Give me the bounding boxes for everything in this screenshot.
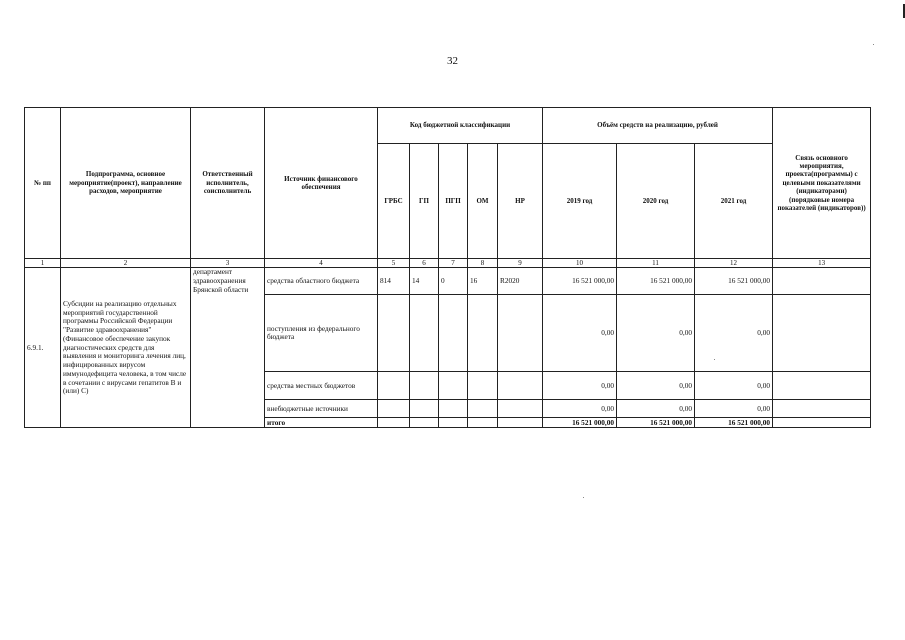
column-number: 11: [617, 259, 695, 268]
source-cell: средства местных бюджетов: [265, 372, 378, 400]
grbs-cell: [378, 400, 410, 418]
item-number: 6.9.1.: [25, 268, 61, 428]
link-cell: [773, 295, 871, 372]
link-cell: [773, 418, 871, 428]
scan-speck: [873, 44, 874, 45]
pgp-cell: [439, 372, 468, 400]
amount-2021-cell: 0,00: [695, 295, 773, 372]
np-cell: R2020: [498, 268, 543, 295]
amount-2020-cell: 16 521 000,00: [617, 268, 695, 295]
column-number: 8: [468, 259, 498, 268]
np-cell: [498, 418, 543, 428]
link-cell: [773, 400, 871, 418]
amount-2021-cell: 0,00: [695, 400, 773, 418]
header-gp: ГП: [410, 144, 439, 259]
np-cell: [498, 400, 543, 418]
amount-2020-cell: 0,00: [617, 295, 695, 372]
header-num: № пп: [25, 108, 61, 259]
header-link: Связь основного мероприятия, проекта(программы) с целевыми показателями (индикаторами) (порядковые номера показателей (индикаторов)): [773, 108, 871, 259]
column-number: 5: [378, 259, 410, 268]
table-row: [25, 268, 871, 295]
amount-2021-cell: 16 521 000,00: [695, 268, 773, 295]
item-executor: департамент здравоохранения Брянской области: [191, 268, 265, 428]
column-number: 1: [25, 259, 61, 268]
pgp-cell: [439, 418, 468, 428]
header-om: ОМ: [468, 144, 498, 259]
item-description: Субсидии на реализацию отдельных мероприятий государственной программы Российской Федерации "Развитие здравоохранения" (Финансовое обеспечение закупок диагностических средств для выявления и мониторинга лечения лиц, инфицированных вирусом иммунодефицита человека, в том числе в сочетании с вирусами гепатитов В и (или) С): [61, 268, 191, 428]
scan-speck: [583, 497, 584, 498]
column-number: 4: [265, 259, 378, 268]
column-number: 6: [410, 259, 439, 268]
pgp-cell: [439, 400, 468, 418]
column-number: 9: [498, 259, 543, 268]
header-volume-group: Объём средств на реализацию, рублей: [543, 108, 773, 144]
column-number: 7: [439, 259, 468, 268]
header-executor: Ответственный исполнитель, соисполнитель: [191, 108, 265, 259]
om-cell: [468, 400, 498, 418]
om-cell: 16: [468, 268, 498, 295]
header-subprogram: Подпрограмма, основное мероприятие(проект), направление расходов, мероприятие: [61, 108, 191, 259]
header-pgp: ПГП: [439, 144, 468, 259]
column-number: 3: [191, 259, 265, 268]
total-2019-cell: 16 521 000,00: [543, 418, 617, 428]
amount-2019-cell: 16 521 000,00: [543, 268, 617, 295]
column-number: 12: [695, 259, 773, 268]
gp-cell: [410, 400, 439, 418]
total-label: итого: [265, 418, 378, 428]
amount-2019-cell: 0,00: [543, 372, 617, 400]
gp-cell: 14: [410, 268, 439, 295]
amount-2019-cell: 0,00: [543, 295, 617, 372]
column-number-row: [25, 259, 871, 268]
grbs-cell: 814: [378, 268, 410, 295]
np-cell: [498, 295, 543, 372]
om-cell: [468, 418, 498, 428]
amount-2020-cell: 0,00: [617, 400, 695, 418]
link-cell: [773, 268, 871, 295]
gp-cell: [410, 372, 439, 400]
header-row-top: [25, 108, 871, 144]
header-2021: 2021 год: [695, 144, 773, 259]
total-2020-cell: 16 521 000,00: [617, 418, 695, 428]
np-cell: [498, 372, 543, 400]
gp-cell: [410, 295, 439, 372]
column-number: 13: [773, 259, 871, 268]
pgp-cell: [439, 295, 468, 372]
om-cell: [468, 295, 498, 372]
column-number: 2: [61, 259, 191, 268]
header-2019: 2019 год: [543, 144, 617, 259]
header-budget-code-group: Код бюджетной классификации: [378, 108, 543, 144]
header-2020: 2020 год: [617, 144, 695, 259]
amount-2020-cell: 0,00: [617, 372, 695, 400]
column-number: 10: [543, 259, 617, 268]
amount-2019-cell: 0,00: [543, 400, 617, 418]
grbs-cell: [378, 418, 410, 428]
total-2021-cell: 16 521 000,00: [695, 418, 773, 428]
source-cell: поступления из федерального бюджета: [265, 295, 378, 372]
page-number: 32: [447, 55, 458, 67]
header-np: НР: [498, 144, 543, 259]
header-grbs: ГРБС: [378, 144, 410, 259]
source-cell: внебюджетные источники: [265, 400, 378, 418]
gp-cell: [410, 418, 439, 428]
om-cell: [468, 372, 498, 400]
pgp-cell: 0: [439, 268, 468, 295]
source-cell: средства областного бюджета: [265, 268, 378, 295]
link-cell: [773, 372, 871, 400]
grbs-cell: [378, 372, 410, 400]
header-source: Источник финансового обеспечения: [265, 108, 378, 259]
budget-table: [24, 107, 871, 428]
grbs-cell: [378, 295, 410, 372]
amount-2021-cell: 0,00: [695, 372, 773, 400]
